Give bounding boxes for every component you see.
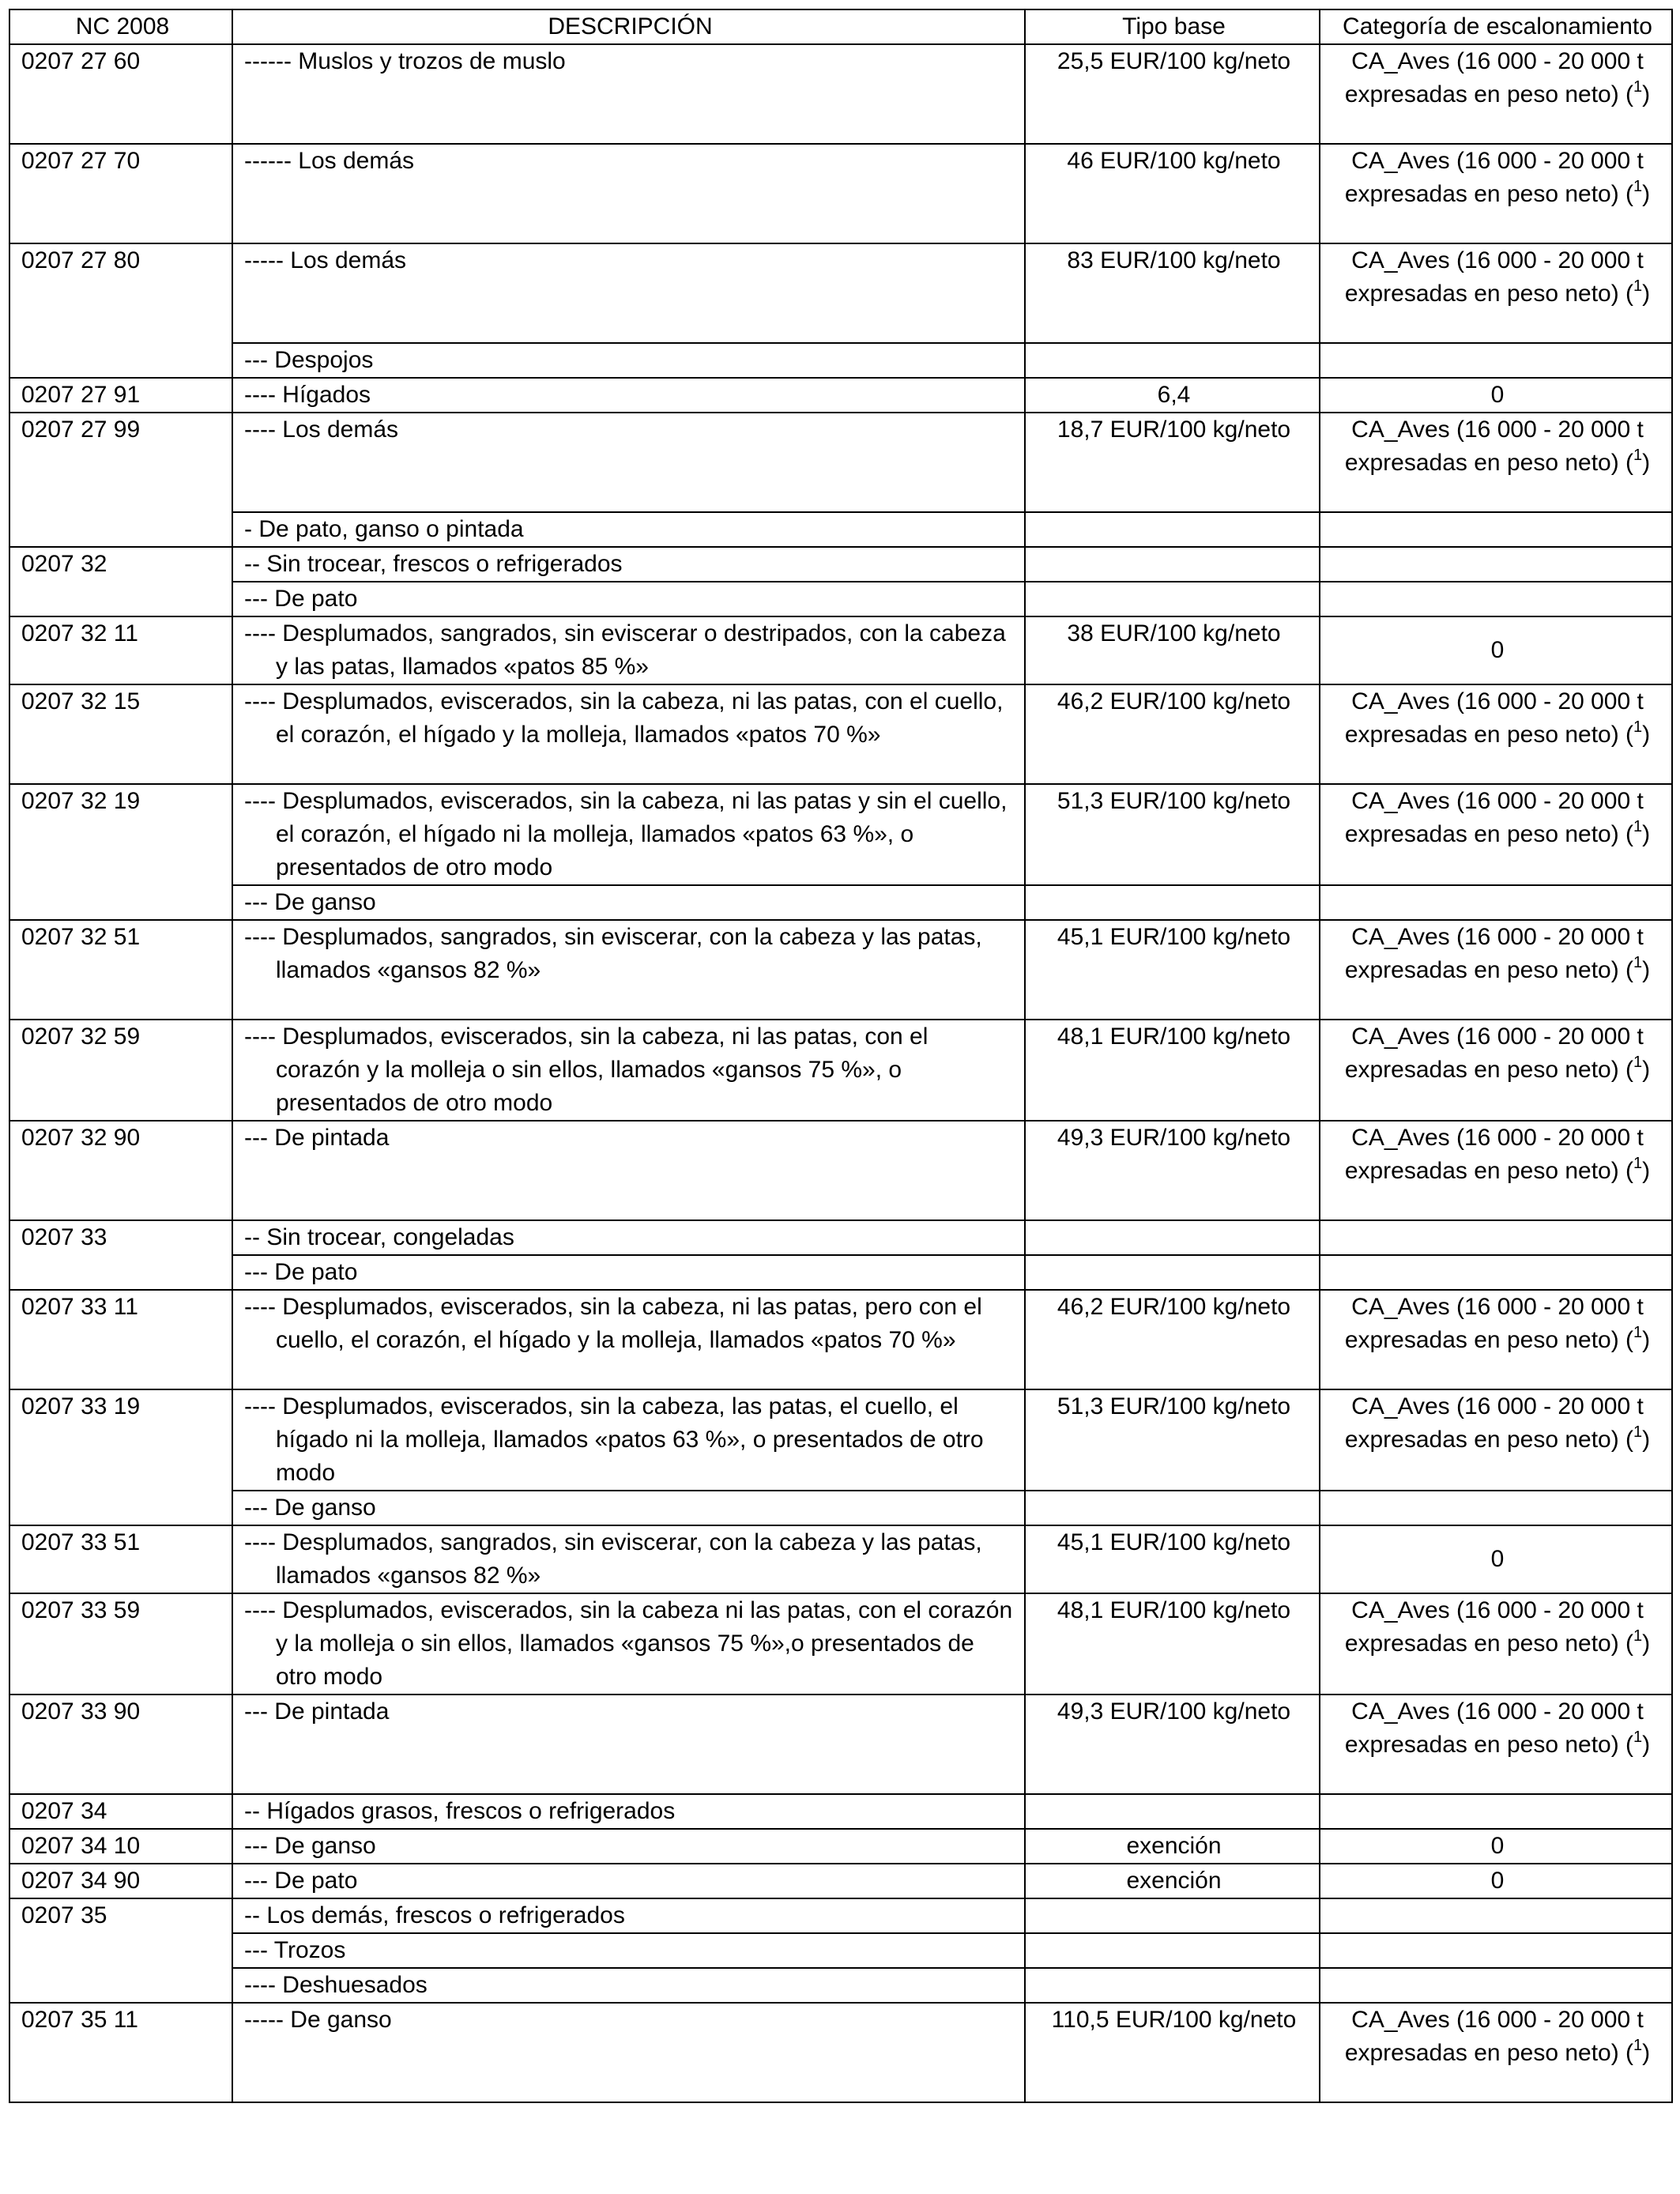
cell-nc: 0207 32 19	[9, 784, 232, 920]
table-row	[9, 1829, 1672, 1864]
descripcion-text: ------ Muslos y trozos de muslo	[244, 48, 566, 74]
cell-categoria: CA_Aves (16 000 - 20 000 t expresadas en peso neto) ($^1$)	[1320, 243, 1672, 343]
descripcion-text: -- Hígados grasos, frescos o refrigerados	[244, 1798, 676, 1824]
cell-descripcion	[232, 512, 1025, 547]
cell-nc: 0207 27 60	[9, 44, 232, 144]
cell-categoria	[1320, 1255, 1672, 1290]
cell-nc: 0207 33 90	[9, 1695, 232, 1794]
cell-nc: 0207 32 90	[9, 1121, 232, 1220]
descripcion-text: ---- Los demás	[244, 417, 399, 443]
cell-tipo-base: 49,3 EUR/100 kg/neto	[1025, 1695, 1320, 1794]
cell-descripcion	[232, 582, 1025, 616]
cell-tipo-base	[1025, 1968, 1320, 2003]
cell-tipo-base: 46 EUR/100 kg/neto	[1025, 144, 1320, 243]
cell-descripcion	[232, 684, 1025, 784]
header-row	[9, 9, 1672, 44]
table-row	[9, 1898, 1672, 1933]
cell-descripcion	[232, 343, 1025, 378]
table-row	[9, 1794, 1672, 1829]
cell-descripcion	[232, 1290, 1025, 1389]
footnote-mark: 1	[1633, 178, 1643, 195]
descripcion-text: ---- Desplumados, sangrados, sin eviscerar o destripados, con la cabeza y las patas, llamados «patos 85 %»	[244, 620, 1006, 680]
cell-categoria	[1320, 885, 1672, 920]
footnote-mark: 1	[1633, 1627, 1643, 1645]
categoria-text: CA_Aves (16 000 - 20 000 t expresadas en peso neto) (	[1344, 247, 1644, 307]
footnote-mark: 1	[1633, 2037, 1643, 2054]
cell-categoria: 0	[1320, 1829, 1672, 1864]
cell-tipo-base	[1025, 582, 1320, 616]
descripcion-text: ---- Desplumados, eviscerados, sin la cabeza, las patas, el cuello, el hígado ni la molleja, llamados «patos 63 %», o presentados de otro modo	[244, 1393, 984, 1486]
cell-tipo-base: 48,1 EUR/100 kg/neto	[1025, 1593, 1320, 1695]
table-row	[9, 1491, 1672, 1525]
categoria-text: CA_Aves (16 000 - 20 000 t expresadas en peso neto) (	[1344, 1294, 1644, 1353]
cell-categoria	[1320, 547, 1672, 582]
cell-descripcion	[232, 1491, 1025, 1525]
cell-nc: 0207 32 51	[9, 920, 232, 1020]
cell-nc: 0207 32	[9, 547, 232, 616]
footnote-mark: 1	[1633, 718, 1643, 736]
footnote-mark: 1	[1633, 1155, 1643, 1172]
table-row	[9, 885, 1672, 920]
table-row	[9, 243, 1672, 343]
categoria-text: CA_Aves (16 000 - 20 000 t expresadas en peso neto) (	[1344, 1698, 1644, 1758]
cell-categoria	[1320, 512, 1672, 547]
descripcion-text: ---- Desplumados, sangrados, sin eviscerar, con la cabeza y las patas, llamados «gansos 82 %»	[244, 1529, 982, 1589]
cell-descripcion	[232, 44, 1025, 144]
cell-tipo-base: 51,3 EUR/100 kg/neto	[1025, 1389, 1320, 1491]
cell-categoria: 0	[1320, 378, 1672, 413]
cell-categoria: CA_Aves (16 000 - 20 000 t expresadas en peso neto) ($^1$)	[1320, 784, 1672, 885]
cell-tipo-base	[1025, 885, 1320, 920]
descripcion-text: ---- Desplumados, eviscerados, sin la cabeza, ni las patas, con el cuello, el corazón, el hígado y la molleja, llamados «patos 70 %»	[244, 688, 1004, 748]
cell-descripcion	[232, 1593, 1025, 1695]
categoria-text: CA_Aves (16 000 - 20 000 t expresadas en peso neto) (	[1344, 48, 1644, 107]
tariff-table	[9, 9, 1673, 2103]
cell-categoria: CA_Aves (16 000 - 20 000 t expresadas en peso neto) ($^1$)	[1320, 1290, 1672, 1389]
cell-categoria: CA_Aves (16 000 - 20 000 t expresadas en peso neto) ($^1$)	[1320, 1020, 1672, 1121]
descripcion-text: ----- Los demás	[244, 247, 407, 273]
descripcion-text: ---- Desplumados, eviscerados, sin la cabeza ni las patas, con el corazón y la molleja o sin ellos, llamados «gansos 75 %»,o presentados de otro modo	[244, 1597, 1013, 1690]
table-row	[9, 920, 1672, 1020]
cell-categoria: CA_Aves (16 000 - 20 000 t expresadas en peso neto) ($^1$)	[1320, 144, 1672, 243]
cell-tipo-base: 83 EUR/100 kg/neto	[1025, 243, 1320, 343]
cell-categoria	[1320, 1491, 1672, 1525]
descripcion-text: --- Despojos	[244, 347, 374, 373]
cell-categoria: CA_Aves (16 000 - 20 000 t expresadas en peso neto) ($^1$)	[1320, 684, 1672, 784]
table-row	[9, 616, 1672, 684]
header-categoria: Categoría de escalonamiento	[1320, 9, 1672, 44]
table-row	[9, 1933, 1672, 1968]
descripcion-text: ---- Hígados	[244, 382, 371, 408]
cell-categoria: CA_Aves (16 000 - 20 000 t expresadas en peso neto) ($^1$)	[1320, 1121, 1672, 1220]
cell-descripcion	[232, 2003, 1025, 2102]
cell-nc: 0207 32 15	[9, 684, 232, 784]
descripcion-text: -- Sin trocear, frescos o refrigerados	[244, 551, 623, 577]
footnote-mark: 1	[1633, 818, 1643, 835]
header-tipo-base: Tipo base	[1025, 9, 1320, 44]
categoria-text: CA_Aves (16 000 - 20 000 t expresadas en peso neto) (	[1344, 688, 1644, 748]
descripcion-text: --- De ganso	[244, 889, 376, 915]
table-row	[9, 547, 1672, 582]
table-row	[9, 1020, 1672, 1121]
cell-tipo-base: 46,2 EUR/100 kg/neto	[1025, 684, 1320, 784]
cell-tipo-base	[1025, 547, 1320, 582]
cell-nc: 0207 33 11	[9, 1290, 232, 1389]
cell-categoria: 0	[1320, 1864, 1672, 1898]
cell-tipo-base	[1025, 1255, 1320, 1290]
cell-descripcion	[232, 1829, 1025, 1864]
descripcion-text: -- Los demás, frescos o refrigerados	[244, 1902, 625, 1928]
cell-categoria: CA_Aves (16 000 - 20 000 t expresadas en peso neto) ($^1$)	[1320, 2003, 1672, 2102]
descripcion-text: ---- Desplumados, eviscerados, sin la cabeza, ni las patas, pero con el cuello, el corazón, el hígado y la molleja, llamados «patos 70 %»	[244, 1294, 982, 1353]
table-row	[9, 1968, 1672, 2003]
cell-descripcion	[232, 1121, 1025, 1220]
table-row	[9, 378, 1672, 413]
categoria-text: CA_Aves (16 000 - 20 000 t expresadas en peso neto) (	[1344, 2007, 1644, 2066]
cell-tipo-base	[1025, 512, 1320, 547]
cell-categoria	[1320, 1933, 1672, 1968]
cell-descripcion	[232, 413, 1025, 512]
cell-nc: 0207 27 70	[9, 144, 232, 243]
cell-nc: 0207 34 90	[9, 1864, 232, 1898]
cell-tipo-base: 48,1 EUR/100 kg/neto	[1025, 1020, 1320, 1121]
cell-descripcion	[232, 1794, 1025, 1829]
cell-nc: 0207 33 19	[9, 1389, 232, 1525]
cell-tipo-base	[1025, 1491, 1320, 1525]
cell-categoria	[1320, 582, 1672, 616]
footnote-mark: 1	[1633, 1054, 1643, 1071]
descripcion-text: ---- Desplumados, eviscerados, sin la cabeza, ni las patas, con el corazón y la molleja o sin ellos, llamados «gansos 75 %», o presentados de otro modo	[244, 1023, 929, 1116]
table-body	[9, 44, 1672, 2102]
cell-descripcion	[232, 1864, 1025, 1898]
table-row	[9, 1290, 1672, 1389]
descripcion-text: --- De pintada	[244, 1125, 390, 1151]
cell-categoria: CA_Aves (16 000 - 20 000 t expresadas en peso neto) ($^1$)	[1320, 1389, 1672, 1491]
cell-categoria: CA_Aves (16 000 - 20 000 t expresadas en peso neto) ($^1$)	[1320, 413, 1672, 512]
cell-categoria	[1320, 343, 1672, 378]
footnote-mark: 1	[1633, 1324, 1643, 1341]
cell-descripcion	[232, 1695, 1025, 1794]
cell-descripcion	[232, 885, 1025, 920]
table-row	[9, 1121, 1672, 1220]
cell-tipo-base	[1025, 343, 1320, 378]
cell-descripcion	[232, 1525, 1025, 1593]
cell-categoria	[1320, 1968, 1672, 2003]
cell-tipo-base: 110,5 EUR/100 kg/neto	[1025, 2003, 1320, 2102]
descripcion-text: ------ Los demás	[244, 148, 415, 174]
descripcion-text: --- De pintada	[244, 1698, 390, 1725]
descripcion-text: --- De pato	[244, 1868, 358, 1894]
table-row	[9, 413, 1672, 512]
cell-tipo-base: exención	[1025, 1864, 1320, 1898]
cell-tipo-base: exención	[1025, 1829, 1320, 1864]
cell-categoria: CA_Aves (16 000 - 20 000 t expresadas en peso neto) ($^1$)	[1320, 1593, 1672, 1695]
descripcion-text: ----- De ganso	[244, 2007, 392, 2033]
descripcion-text: -- Sin trocear, congeladas	[244, 1224, 514, 1250]
header-descripcion: DESCRIPCIÓN	[232, 9, 1025, 44]
cell-tipo-base: 45,1 EUR/100 kg/neto	[1025, 1525, 1320, 1593]
cell-tipo-base: 46,2 EUR/100 kg/neto	[1025, 1290, 1320, 1389]
cell-descripcion	[232, 1389, 1025, 1491]
descripcion-text: --- De ganso	[244, 1495, 376, 1521]
table-row	[9, 1593, 1672, 1695]
cell-tipo-base: 18,7 EUR/100 kg/neto	[1025, 413, 1320, 512]
table-row	[9, 512, 1672, 547]
cell-categoria: CA_Aves (16 000 - 20 000 t expresadas en peso neto) ($^1$)	[1320, 920, 1672, 1020]
cell-descripcion	[232, 1220, 1025, 1255]
cell-descripcion	[232, 378, 1025, 413]
footnote-mark: 1	[1633, 78, 1643, 96]
descripcion-text: --- De pato	[244, 586, 358, 612]
cell-categoria	[1320, 1794, 1672, 1829]
cell-descripcion	[232, 243, 1025, 343]
descripcion-text: ---- Desplumados, eviscerados, sin la cabeza, ni las patas y sin el cuello, el corazón, el hígado ni la molleja, llamados «patos 63 %», o presentados de otro modo	[244, 788, 1008, 880]
cell-tipo-base: 51,3 EUR/100 kg/neto	[1025, 784, 1320, 885]
footnote-mark: 1	[1633, 1728, 1643, 1746]
cell-tipo-base: 25,5 EUR/100 kg/neto	[1025, 44, 1320, 144]
footnote-mark: 1	[1633, 447, 1643, 464]
cell-nc: 0207 33 51	[9, 1525, 232, 1593]
cell-nc: 0207 34	[9, 1794, 232, 1829]
footnote-mark: 1	[1633, 1423, 1643, 1441]
cell-nc: 0207 35	[9, 1898, 232, 2003]
cell-descripcion	[232, 1933, 1025, 1968]
descripcion-text: --- De ganso	[244, 1833, 376, 1859]
descripcion-text: ---- Deshuesados	[244, 1972, 428, 1998]
categoria-text: CA_Aves (16 000 - 20 000 t expresadas en peso neto) (	[1344, 1023, 1644, 1083]
cell-descripcion	[232, 616, 1025, 684]
cell-tipo-base: 6,4	[1025, 378, 1320, 413]
cell-nc: 0207 32 11	[9, 616, 232, 684]
cell-descripcion	[232, 1020, 1025, 1121]
categoria-text: CA_Aves (16 000 - 20 000 t expresadas en peso neto) (	[1344, 1393, 1644, 1453]
cell-tipo-base	[1025, 1220, 1320, 1255]
table-row	[9, 1864, 1672, 1898]
cell-nc: 0207 32 59	[9, 1020, 232, 1121]
table-row	[9, 1389, 1672, 1491]
cell-nc: 0207 33 59	[9, 1593, 232, 1695]
cell-categoria	[1320, 1220, 1672, 1255]
cell-categoria: 0	[1320, 616, 1672, 684]
categoria-text: CA_Aves (16 000 - 20 000 t expresadas en peso neto) (	[1344, 1597, 1644, 1657]
cell-categoria: 0	[1320, 1525, 1672, 1593]
table-row	[9, 1525, 1672, 1593]
descripcion-text: --- Trozos	[244, 1937, 346, 1963]
table-row	[9, 343, 1672, 378]
cell-categoria: CA_Aves (16 000 - 20 000 t expresadas en peso neto) ($^1$)	[1320, 44, 1672, 144]
categoria-text: CA_Aves (16 000 - 20 000 t expresadas en peso neto) (	[1344, 1125, 1644, 1184]
footnote-mark: 1	[1633, 954, 1643, 971]
table-row	[9, 1220, 1672, 1255]
table-row	[9, 684, 1672, 784]
cell-tipo-base	[1025, 1794, 1320, 1829]
cell-tipo-base: 45,1 EUR/100 kg/neto	[1025, 920, 1320, 1020]
cell-descripcion	[232, 1968, 1025, 2003]
table-row	[9, 1255, 1672, 1290]
cell-descripcion	[232, 1255, 1025, 1290]
cell-descripcion	[232, 547, 1025, 582]
cell-nc: 0207 34 10	[9, 1829, 232, 1864]
cell-descripcion	[232, 144, 1025, 243]
cell-nc: 0207 33	[9, 1220, 232, 1290]
cell-nc: 0207 27 99	[9, 413, 232, 547]
cell-tipo-base: 38 EUR/100 kg/neto	[1025, 616, 1320, 684]
categoria-text: CA_Aves (16 000 - 20 000 t expresadas en peso neto) (	[1344, 924, 1644, 983]
cell-categoria	[1320, 1898, 1672, 1933]
table-row	[9, 44, 1672, 144]
cell-tipo-base: 49,3 EUR/100 kg/neto	[1025, 1121, 1320, 1220]
categoria-text: CA_Aves (16 000 - 20 000 t expresadas en peso neto) (	[1344, 788, 1644, 847]
descripcion-text: - De pato, ganso o pintada	[244, 516, 524, 542]
cell-nc: 0207 27 80	[9, 243, 232, 378]
cell-nc: 0207 27 91	[9, 378, 232, 413]
cell-descripcion	[232, 920, 1025, 1020]
cell-descripcion	[232, 1898, 1025, 1933]
descripcion-text: --- De pato	[244, 1259, 358, 1285]
table-row	[9, 2003, 1672, 2102]
descripcion-text: ---- Desplumados, sangrados, sin eviscerar, con la cabeza y las patas, llamados «gansos 82 %»	[244, 924, 982, 983]
table-row	[9, 784, 1672, 885]
categoria-text: CA_Aves (16 000 - 20 000 t expresadas en peso neto) (	[1344, 417, 1644, 476]
cell-tipo-base	[1025, 1933, 1320, 1968]
cell-nc: 0207 35 11	[9, 2003, 232, 2102]
categoria-text: CA_Aves (16 000 - 20 000 t expresadas en peso neto) (	[1344, 148, 1644, 207]
cell-tipo-base	[1025, 1898, 1320, 1933]
table-row	[9, 1695, 1672, 1794]
table-row	[9, 582, 1672, 616]
footnote-mark: 1	[1633, 277, 1643, 295]
header-nc: NC 2008	[9, 9, 232, 44]
table-row	[9, 144, 1672, 243]
cell-descripcion	[232, 784, 1025, 885]
cell-categoria: CA_Aves (16 000 - 20 000 t expresadas en peso neto) ($^1$)	[1320, 1695, 1672, 1794]
